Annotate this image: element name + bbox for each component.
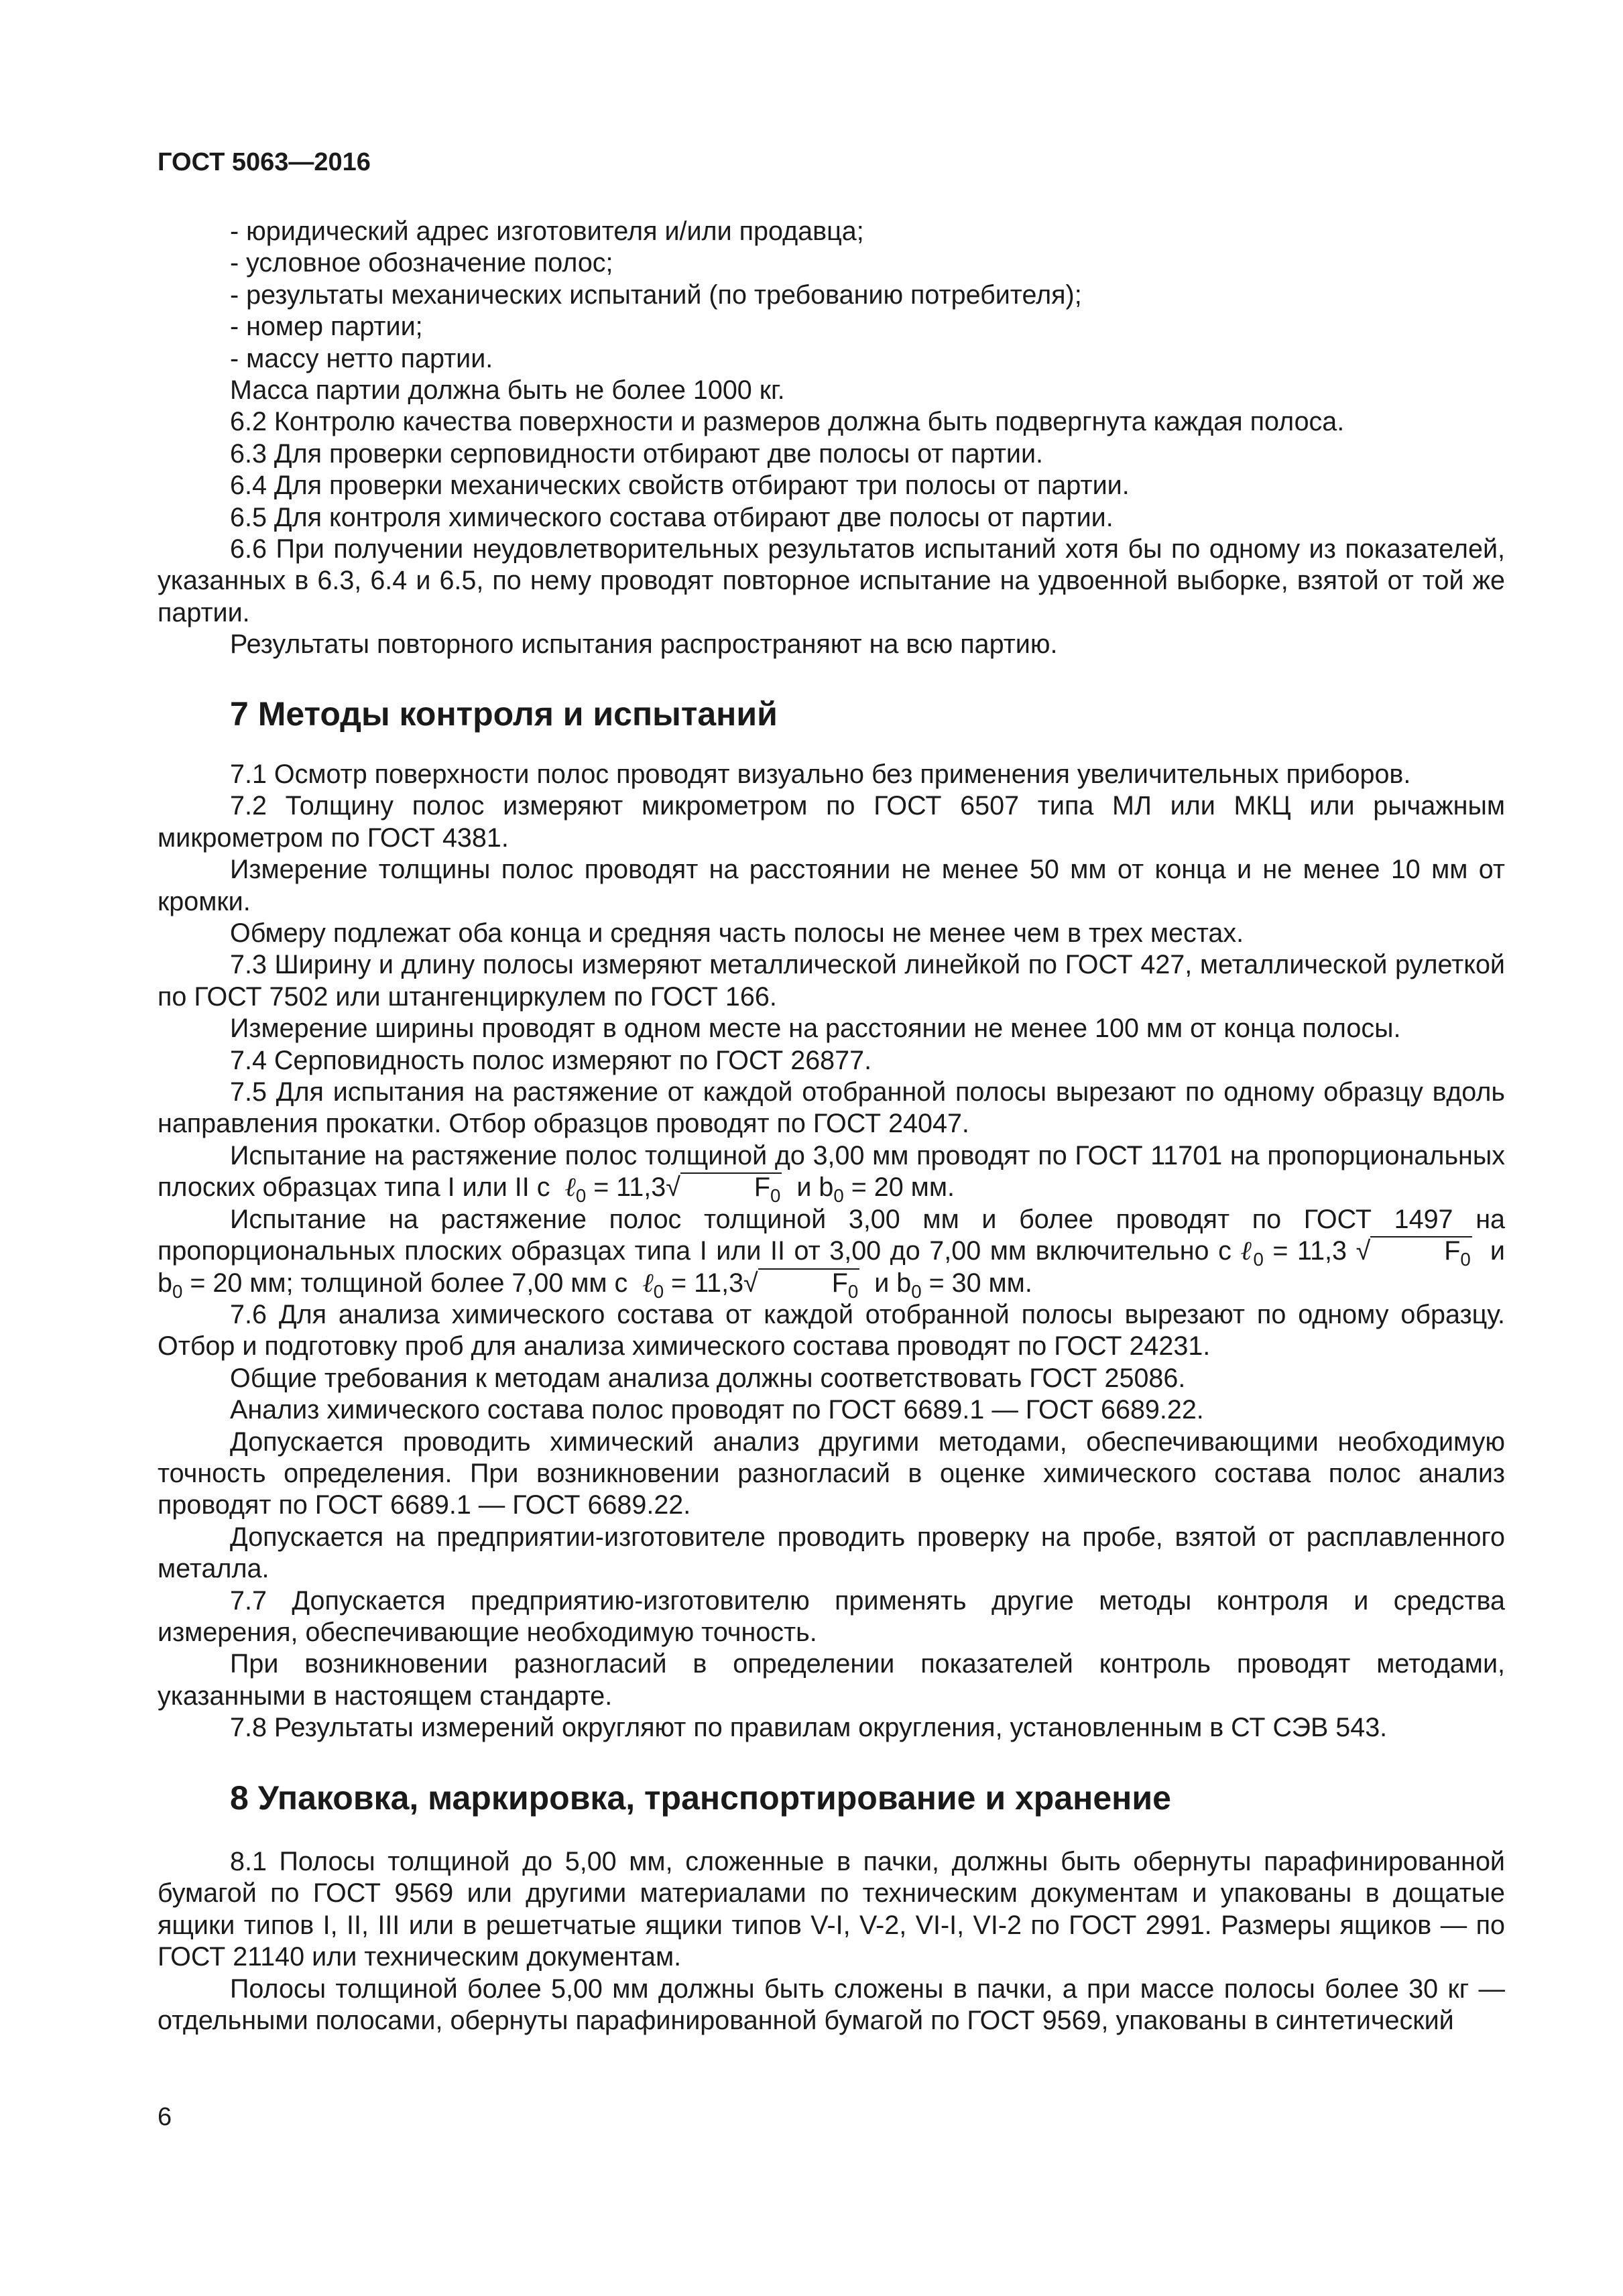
- section-8-body: [158, 1846, 1505, 2037]
- paragraph-formula: [158, 1204, 1505, 1302]
- radical-sign: √: [743, 1268, 758, 1298]
- formula-text: = 11,3: [586, 1172, 666, 1203]
- section-8-heading: 8 Упаковка, маркировка, транспортирование и хранение: [230, 1779, 1171, 1817]
- text: и b: [158, 1236, 1505, 1298]
- formula-subscript: 0: [911, 1280, 922, 1302]
- paragraph: Измерение толщины полос проводят на расстоянии не менее 50 мм от конца и не менее 10 мм от кромки.: [158, 855, 1505, 916]
- formula-symbol: F: [831, 1268, 848, 1298]
- paragraph: Допускается на предприятии-изготовителе проводить проверку на пробе, взятой от расплавленного металла.: [158, 1522, 1505, 1584]
- page-number: 6: [158, 2103, 172, 2131]
- paragraph: 7.6 Для анализа химического состава от каждой отобранной полосы вырезают по одному образцу. Отбор и подготовку проб для анализа химического состава проводят по ГОСТ 24231.: [158, 1299, 1505, 1362]
- paragraph: Допускается проводить химический анализ другими методами, обеспечивающими необходимую точность определения. При возникновении разногласий в оценке химического состава полос анализ проводят по ГОСТ 6689.1 — ГОСТ 6689.22.: [158, 1427, 1505, 1520]
- section-7-heading: 7 Методы контроля и испытаний: [230, 695, 778, 733]
- list-item: - условное обозначение полос;: [230, 248, 613, 278]
- paragraph: 7.4 Серповидность полос измеряют по ГОСТ 26877.: [230, 1045, 872, 1075]
- radicand: [758, 1268, 860, 1302]
- section-7-heading-wrap: [158, 694, 1505, 734]
- section-8-heading-wrap: [158, 1778, 1505, 1818]
- text: Испытание на растяжение полос толщиной 3,00 мм и более проводят по ГОСТ 1497 на пропорциональных плоских образцах типа I или II от 3,00 до 7,00 мм включительно с: [158, 1204, 1505, 1266]
- list-item: - массу нетто партии.: [230, 343, 493, 373]
- formula-subscript: 0: [847, 1280, 859, 1302]
- paragraph-formula: [158, 1140, 1505, 1207]
- text: Испытание на растяжение полос толщиной до 3,00 мм проводят по ГОСТ 11701 на пропорциональных плоских образцах типа I или II с: [158, 1140, 1505, 1203]
- text: и b: [796, 1172, 834, 1203]
- paragraph: Полосы толщиной более 5,00 мм должны быть сложены в пачки, а при массе полосы более 30 кг — отдельными полосами, обернуты парафинированной бумагой по ГОСТ 9569, упакованы в синтетический: [158, 1974, 1505, 2036]
- paragraph: 6.5 Для контроля химического состава отбирают две полосы от партии.: [230, 502, 1114, 532]
- document-header: ГОСТ 5063—2016: [158, 148, 371, 176]
- formula-subscript: 0: [833, 1185, 844, 1207]
- formula-subscript: 0: [575, 1185, 587, 1207]
- formula-symbol: ℓ: [564, 1172, 576, 1203]
- paragraph: Общие требования к методам анализа должны соответствовать ГОСТ 25086.: [230, 1363, 1186, 1393]
- paragraph: При возникновении разногласий в определении показателей контроль проводят методами, указанными в настоящем стандарте.: [158, 1649, 1505, 1711]
- paragraph: 7.1 Осмотр поверхности полос проводят визуально без применения увеличительных приборов.: [230, 760, 1411, 789]
- paragraph: Измерение ширины проводят в одном месте на расстоянии не менее 100 мм от конца полосы.: [230, 1014, 1401, 1044]
- text: и b: [874, 1268, 912, 1298]
- section-7-body: [158, 759, 1505, 1744]
- list-item: - номер партии;: [230, 312, 423, 342]
- paragraph: 7.7 Допускается предприятию-изготовителю применять другие методы контроля и средства измерения, обеспечивающие необходимую точность.: [158, 1585, 1505, 1647]
- paragraph: Анализ химического состава полос проводят по ГОСТ 6689.1 — ГОСТ 6689.22.: [230, 1395, 1204, 1425]
- formula-symbol: F: [1444, 1236, 1461, 1266]
- formula-symbol: F: [754, 1172, 771, 1203]
- radical-sign: √: [666, 1172, 680, 1203]
- formula-subscript: 0: [770, 1185, 781, 1207]
- text: = 30 мм.: [928, 1268, 1032, 1298]
- list-item: - юридический адрес изготовителя и/или продавца;: [230, 217, 864, 246]
- section6-continuation: [158, 216, 1505, 661]
- paragraph: 7.2 Толщину полос измеряют микрометром по ГОСТ 6507 типа МЛ или МКЦ или рычажным микрометром по ГОСТ 4381.: [158, 791, 1505, 853]
- paragraph: 6.4 Для проверки механических свойств отбирают три полосы от партии.: [230, 471, 1130, 501]
- paragraph: 7.3 Ширину и длину полосы измеряют металлической линейкой по ГОСТ 427, металлической рулеткой по ГОСТ 7502 или штангенциркулем по ГОСТ 166.: [158, 950, 1505, 1012]
- paragraph: 6.2 Контролю качества поверхности и размеров должна быть подвергнута каждая полоса.: [230, 407, 1345, 437]
- radical-sign: √: [1356, 1236, 1371, 1266]
- formula-symbol: ℓ: [642, 1267, 654, 1298]
- formula-text: = 11,3: [664, 1268, 744, 1298]
- paragraph: Масса партии должна быть не более 1000 кг.: [230, 375, 785, 406]
- text: = 20 мм; толщиной более 7,00 мм с: [190, 1268, 628, 1298]
- list-item: - результаты механических испытаний (по требованию потребителя);: [230, 280, 1082, 310]
- text: = 20 мм.: [851, 1172, 955, 1203]
- paragraph: Результаты повторного испытания распространяют на всю партию.: [230, 629, 1058, 660]
- paragraph: 6.3 Для проверки серповидности отбирают две полосы от партии.: [230, 438, 1044, 469]
- formula-subscript: 0: [1253, 1248, 1264, 1270]
- paragraph: 8.1 Полосы толщиной до 5,00 мм, сложенные в пачки, должны быть обернуты парафинированной бумагой по ГОСТ 9569 или другими материалами по техническим документам и упакованы в дощатые ящики типов I, II, III или в решетчатые ящики типов V-I, V-2, VI-I, VI-2 по ГОСТ 2991. Размеры ящиков — по ГОСТ 21140 или техническим документам.: [158, 1847, 1505, 1972]
- radicand: [1370, 1236, 1472, 1270]
- paragraph: 7.5 Для испытания на растяжение от каждой отобранной полосы вырезают по одному образцу вдоль направления прокатки. Отбор образцов проводят по ГОСТ 24047.: [158, 1077, 1505, 1139]
- radicand: [680, 1172, 782, 1207]
- formula-text: = 11,3: [1263, 1236, 1347, 1266]
- formula-symbol: ℓ: [1240, 1235, 1254, 1267]
- formula-subscript: 0: [653, 1280, 664, 1302]
- paragraph: 7.8 Результаты измерений округляют по правилам округления, установленным в СТ СЭВ 543.: [230, 1713, 1388, 1743]
- paragraph: 6.6 При получении неудовлетворительных результатов испытаний хотя бы по одному из показателей, указанных в 6.3, 6.4 и 6.5, по нему проводят повторное испытание на удвоенной выборке, взятой от той же партии.: [158, 534, 1505, 627]
- formula-subscript: 0: [1460, 1248, 1471, 1270]
- paragraph: Обмеру подлежат оба конца и средняя часть полосы не менее чем в трех местах.: [230, 918, 1244, 949]
- formula-subscript: 0: [172, 1280, 183, 1302]
